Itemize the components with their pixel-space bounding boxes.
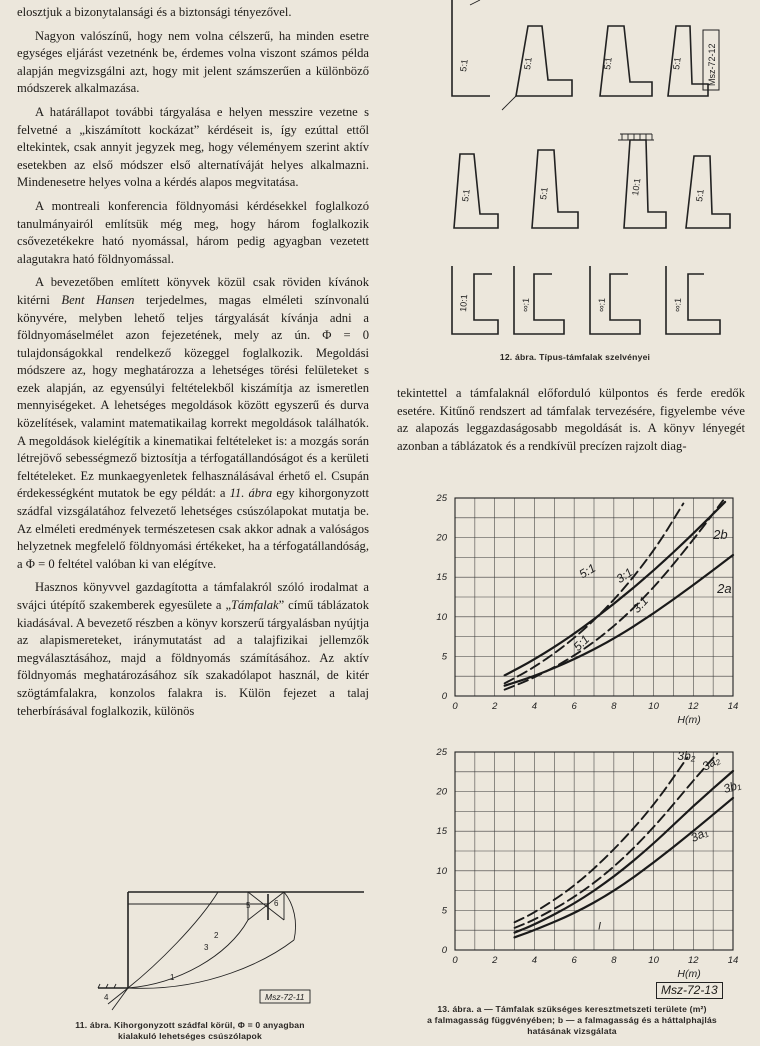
paragraph-5 xyxy=(17,274,369,573)
x-tick-label: 4 xyxy=(531,701,538,712)
x-tick-label: 0 xyxy=(452,955,458,966)
x-axis-label: H(m) xyxy=(677,968,701,980)
curve-label: 3b₂ xyxy=(677,748,696,763)
paragraph-3: A határállapot további tárgyalása e helyen messzire vezetne s felvetné a „kiszámított kockázat” kérdéseit is, így ezúttal ettől eltekintek, csak annyit jegyzek meg, hogy véleményem szerint aktív esetekben az első módszer első alternatíváját helyes alkalmazni. Mindenesetre helyes volna a kérdés alapos megvitatása. xyxy=(17,104,369,190)
paragraph-6-start: Hasznos könyvvel gazdagította a támfalakról szóló irodalmat a svájci útépítő szakemberek egyesülete a „ xyxy=(17,580,369,612)
chart-grid xyxy=(455,498,733,696)
figure-11-sheet-pile xyxy=(98,880,368,1014)
x-tick-label: 14 xyxy=(727,955,739,966)
paragraph-5-body: terjedelmes, magas elméleti színvonalú könyvére, melyben lehető teljes tárgyalását kívánja adni a földnyomáselmélet azon fejezetének, mely az ún. Φ = 0 tulajdonságokkal rendelkező közeggel foglalkozik. Megoldási módszere az, hogy meghatározza a lehetséges törési felületeket s ezek alapján, az egyensúlyi feltételekből kiszámítja az ismeretlen mennyiségeket. A lehetséges megoldások között egyszerű és durva közelítések, valamint matematikailag korrekt megoldások találhatók. A megoldások kielégítik a kinematikai feltételeket is: a mozgás során létrejövő sebességmező biztosítja a térfogatállandóságot és a kerületi feltételeket. Ez munkaegyenletek felhasználásával érhető el. Csupán érdekességként mutatok be egy példát: a xyxy=(17,292,370,501)
figure-13-caption-line-2: a falmagasság függvényében; b — a falmagasság és a háttalphajlás xyxy=(427,1015,717,1025)
y-tick-label: 10 xyxy=(436,611,447,623)
y-tick-label: 5 xyxy=(441,651,447,663)
wall-row-3 xyxy=(452,266,720,334)
curve-label: 5:1 xyxy=(570,632,593,654)
slip-surface xyxy=(128,940,294,988)
left-column xyxy=(17,4,369,720)
curve-label: 2b xyxy=(713,527,728,543)
wall-slope-label: 10:1 xyxy=(630,177,643,197)
paragraph-5-end: egy kihorgonyzott szádfal vizsgálatához felvezető lehetséges csúszólapokat mutatja be. Az elméleti eredmények természetesen csak akkor adnak a valóságos helyzetnek megfelelő földnyomási értékeket, ha a térfogatállandóság, a Φ = 0 feltétel valóban ki van elégítve. xyxy=(17,486,369,571)
figure-11-caption xyxy=(40,1020,340,1042)
figure-13-stamp: Msz-72-13 xyxy=(656,982,723,999)
y-tick-label: 20 xyxy=(436,532,447,544)
y-tick-label: 5 xyxy=(441,905,447,917)
figure-11-caption-line-1: 11. ábra. Kihorgonyzott szádfal körül, Φ = 0 anyagban xyxy=(75,1020,305,1030)
wall-row-2 xyxy=(454,134,730,228)
x-tick-label: 2 xyxy=(492,701,498,712)
x-tick-label: 12 xyxy=(687,955,699,966)
series-line xyxy=(515,771,733,933)
wall-slope-label: 5:1 xyxy=(538,186,550,201)
x-tick-label: 8 xyxy=(611,955,617,966)
y-tick-label: 20 xyxy=(436,786,447,798)
wall-slope-label: 5:1 xyxy=(522,56,534,71)
slip-surface-label: 2 xyxy=(214,931,219,940)
slip-surface-label: 1 xyxy=(170,973,175,982)
figure-13-caption-line-1: 13. ábra. a — Támfalak szükséges keresztmetszeti területe (m²) xyxy=(437,1004,707,1014)
x-tick-label: 6 xyxy=(571,955,577,966)
x-tick-label: 4 xyxy=(531,955,538,966)
figure-12-caption: 12. ábra. Típus-támfalak szelvényei xyxy=(499,352,651,362)
book-title: Támfalak xyxy=(231,598,279,612)
slip-surface-label: 3 xyxy=(204,943,209,952)
y-tick-label: 10 xyxy=(436,865,447,877)
series-line xyxy=(515,754,718,928)
curve-label: 3a₁ xyxy=(688,824,711,845)
slip-surface xyxy=(108,988,128,1010)
x-tick-label: 6 xyxy=(571,701,577,712)
x-tick-label: 10 xyxy=(648,701,659,712)
wall-slope-label: ∞:1 xyxy=(520,297,531,313)
wall-slope-label: ∞:1 xyxy=(672,297,683,313)
wall-row-1 xyxy=(452,0,719,110)
y-tick-label: 25 xyxy=(436,747,447,758)
curve-label: I xyxy=(597,920,602,933)
wall-slope-label: 10:1 xyxy=(458,293,470,313)
paragraph-2: Nagyon valószínű, hogy nem volna célszerű, ha minden esetre egységes eljárást vezetnénk be, érdemes volna viszont számos példa alapján megvizsgálni azt, hogy mit jelent számszerűen a különböző módszerek alkalmazása. xyxy=(17,28,369,96)
series-line xyxy=(505,502,728,675)
curve-label: 3b₁ xyxy=(721,777,743,797)
y-tick-label: 15 xyxy=(436,572,447,584)
curve-label: 3:1 xyxy=(613,565,636,587)
paragraph-6 xyxy=(17,579,369,720)
figure-13a-chart xyxy=(415,488,750,750)
y-tick-label: 15 xyxy=(436,826,447,838)
sheet-pile-wall xyxy=(98,892,128,988)
y-tick-label: 25 xyxy=(436,493,447,504)
author-name: Bent Hansen xyxy=(61,292,135,307)
y-tick-label: 0 xyxy=(441,945,447,956)
figure-12-wall-sections xyxy=(440,0,760,350)
curve-label: 3:1 xyxy=(629,593,652,616)
curve-label: 3a₂ xyxy=(699,752,723,774)
wall-slope-label: 5:1 xyxy=(458,58,470,73)
x-tick-label: 2 xyxy=(492,955,498,966)
figure-11-reference: 11. ábra xyxy=(229,486,273,501)
x-tick-label: 14 xyxy=(727,701,739,712)
slip-surface-label: 5 xyxy=(246,901,251,910)
figure-13b-chart xyxy=(415,742,750,1004)
paragraph-4: A montreali konferencia földnyomási kérdésekkel foglalkozó tanulmányairól említsük még meg, hogy három foglalkozik csővezetékekre ható nyomással, három pedig agyagban vezetett alagutakra ható földnyomással. xyxy=(17,198,369,266)
paragraph-1: elosztjuk a bizonytalansági és a biztonsági tényezővel. xyxy=(17,5,292,19)
figure-13-caption xyxy=(398,1004,746,1037)
slip-surface-label: 6 xyxy=(274,899,279,908)
slip-surface-label: 4 xyxy=(104,993,109,1002)
x-axis-label: H(m) xyxy=(677,714,701,726)
curve-label: 2a xyxy=(717,581,732,597)
paragraph-6-body: ” című táblázatok kiadásával. A bevezető részben a könyv korszerű tárgyalásban nyújtja az alapismereteket, iránymutatást ad a talajfizikai jellemzők megválasztásához, majd a földnyomás számításához. Az aktív földnyomás meghatározásához sík szakadólapot használ, de kitér szögtámfalakra, konzolos falakra is. Külön fejezet a talaj teherbírásával foglalkozik, különös xyxy=(17,598,369,718)
figure-11-caption-line-2: kialakuló lehetséges csúszólapok xyxy=(118,1031,262,1041)
x-tick-label: 0 xyxy=(452,701,458,712)
paragraph-5-start: A bevezetőben említett könyvek közül csak röviden kívánok kitérni xyxy=(17,275,369,307)
figure-12-stamp: Msz-72-12 xyxy=(707,43,717,86)
y-tick-label: 0 xyxy=(441,691,447,702)
x-tick-label: 12 xyxy=(687,701,699,712)
wall-slope-label: ∞:1 xyxy=(596,297,607,313)
figure-11-stamp: Msz-72-11 xyxy=(265,992,305,1002)
wall-slope-label: 5:1 xyxy=(460,188,472,203)
x-tick-label: 10 xyxy=(648,955,659,966)
curve-label: 5:1 xyxy=(576,560,599,582)
wall-slope-label: 5:1 xyxy=(671,56,683,71)
wall-slope-label: 5:1 xyxy=(694,188,706,203)
x-tick-label: 8 xyxy=(611,701,617,712)
wall-slope-label: 5:1 xyxy=(602,56,614,71)
right-column-text: tekintettel a támfalaknál előforduló külpontos és ferde eredők esetére. Kitűnő rendszert ad támfalak tervezésére, figyelembe véve az alapozás leggazdaságosabb megoldását is. A könyv lényegét azonban a táblázatok és a rendkívül precízen rajzolt diag- xyxy=(397,386,745,453)
figure-13-caption-line-3: hatásának vizsgálata xyxy=(527,1026,617,1036)
